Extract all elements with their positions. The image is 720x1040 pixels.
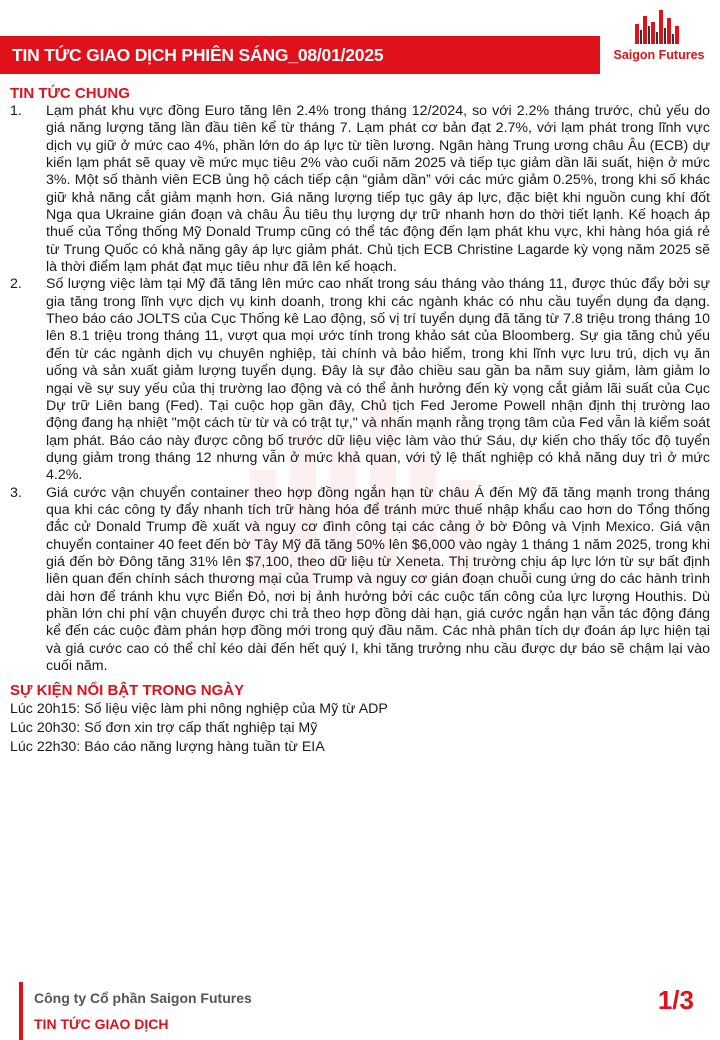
header-bar (0, 36, 600, 74)
news-item-2 (10, 276, 710, 484)
news-text: Lạm phát khu vực đồng Euro tăng lên 2.4% trong tháng 12/2024, so với 2.2% tháng trước, chủ yếu do giá năng lượng tăng lần đầu tiên kể từ tháng 7. Lạm phát cơ bản đạt 2.7%, với lạm phát trong lĩnh vực dịch vụ giữ ở mức cao 4%, phần lớn do áp lực từ tiền lương. Ngân hàng Trung ương châu Âu (ECB) dự kiến lạm phát sẽ quay về mức mục tiêu 2% vào cuối năm 2025 và tiếp tục giảm dần lãi suất, hiện ở mức 3%. Một số thành viên ECB ủng hộ cách tiếp cận “giảm dần” với các mức giảm 0.25%, trong khi số khác giữ khả năng cắt giảm mạnh hơn. Giá năng lượng tiếp tục gây áp lực, đặc biệt khi nguồn cung khí đốt Nga qua Ukraine gián đoạn và châu Âu tiêu thụ lượng dự trữ nhanh hơn do thời tiết lạnh. Kế hoạch áp thuế của Tổng thống Mỹ Donald Trump cũng có thể tác động đến lạm phát khu vực, khi hàng hóa giá rẻ từ Trung Quốc có khả năng gây áp lực giảm phát. Chủ tịch ECB Christine Lagarde kỳ vọng năm 2025 sẽ là thời điểm lạm phát đạt mục tiêu như đã lên kế hoạch. (46, 103, 710, 276)
news-number: 1. (10, 103, 22, 119)
news-list (10, 103, 710, 675)
event-time: Lúc 22h30: (10, 739, 81, 756)
event-row (10, 719, 710, 738)
event-text: Số liệu việc làm phi nông nghiệp của Mỹ từ ADP (84, 701, 388, 718)
main-content (10, 84, 710, 757)
news-text: Giá cước vận chuyển container theo hợp đồng ngắn hạn từ châu Á đến Mỹ đã tăng mạnh trong tháng qua khi các công ty đẩy nhanh tích trữ hàng hóa để tránh mức thuế nhập khẩu cao hơn do Tổng thống đắc cử Donald Trump đề xuất và nguy cơ đình công tại các cảng ở bờ Đông và Vịnh Mexico. Giá vận chuyển container 40 feet đến bờ Tây Mỹ đã tăng 50% lên $6,000 vào ngày 1 tháng 1 năm 2025, trong khi giá đến bờ Đông tăng 31% lên $7,100, theo dữ liệu từ Xeneta. Thị trường chịu áp lực lớn từ sự bất định liên quan đến chính sách thương mại của Trump và nguy cơ gián đoạn chuỗi cung ứng do các hành trình dài hơn để tránh khu vực Biển Đỏ, nơi bị ảnh hưởng bởi các cuộc tấn công của lực lượng Houthis. Dù phần lớn chi phí vận chuyển được chi trả theo hợp đồng dài hạn, giá cước ngắn hạn vẫn tác động đáng kể đến các cuộc đàm phán hợp đồng mới trong quý đầu năm. Các nhà phân tích dự đoán áp lực hiện tại và giá cước cao có thể chỉ kéo dài đến hết quý I, khi tăng trưởng nhu cầu được dự báo sẽ chậm lại vào cuối năm. (46, 484, 710, 674)
event-row (10, 700, 710, 719)
event-text: Báo cáo năng lượng hàng tuần từ EIA (84, 739, 325, 756)
event-text: Số đơn xin trợ cấp thất nghiệp tại Mỹ (84, 720, 318, 737)
page-number: 1/3 (657, 985, 694, 1015)
general-news-heading: TIN TỨC CHUNG (10, 85, 130, 102)
company-logo (604, 6, 714, 72)
footer-company: Công ty Cổ phần Saigon Futures (34, 990, 252, 1006)
page-title: TIN TỨC GIAO DỊCH PHIÊN SÁNG_08/01/2025 (12, 44, 384, 65)
bar-chart-logo-icon (633, 6, 685, 46)
footer-accent-bar (19, 982, 23, 1040)
event-row (10, 738, 710, 757)
event-time: Lúc 20h30: (10, 720, 81, 737)
news-text: Số lượng việc làm tại Mỹ đã tăng lên mức cao nhất trong sáu tháng vào tháng 11, được thúc đẩy bởi sự gia tăng trong lĩnh vực dịch vụ kinh doanh, trong khi các ngành khác có nhu cầu tuyển dụng đa dạng. Theo báo cáo JOLTS của Cục Thống kê Lao động, số vị trí tuyển dụng đã tăng từ 7.8 triệu trong tháng 10 lên 8.1 triệu trong tháng 11, vượt qua mọi ước tính trong khảo sát của Bloomberg. Sự gia tăng chủ yếu đến từ các ngành dịch vụ chuyên nghiệp, tài chính và bảo hiểm, trong khi lĩnh vực lưu trú, dịch vụ ăn uống và sản xuất giảm lượng tuyển dụng. Đây là sự đảo chiều sau gần ba năm suy giảm, làm giảm lo ngại về sự suy yếu của thị trường lao động và có thể ảnh hưởng đến kỳ vọng cắt giảm lãi suất của Cục Dự trữ Liên bang (Fed). Tại cuộc họp gần đây, Chủ tịch Fed Jerome Powell nhận định thị trường lao động đang hạ nhiệt "một cách từ từ và có trật tự," và nhấn mạnh rằng trọng tâm của Fed vẫn là kiểm soát lạm phát. Báo cáo này được công bố trước dữ liệu việc làm vào thứ Sáu, dự kiến cho thấy tốc độ tuyển dụng giảm trong tháng 12 nhưng vẫn ở mức khả quan, với tỷ lệ thất nghiệp có khả năng duy trì ở mức 4.2%. (46, 276, 710, 484)
news-item-3 (10, 485, 710, 676)
footer-section-title: TIN TỨC GIAO DỊCH (34, 1016, 169, 1032)
news-number: 2. (10, 276, 22, 293)
events-heading: SỰ KIỆN NỔI BẬT TRONG NGÀY (10, 682, 245, 700)
news-number: 3. (10, 484, 22, 501)
news-item-1 (10, 103, 710, 276)
event-time: Lúc 20h15: (10, 701, 81, 718)
logo-text: Saigon Futures (613, 48, 705, 62)
